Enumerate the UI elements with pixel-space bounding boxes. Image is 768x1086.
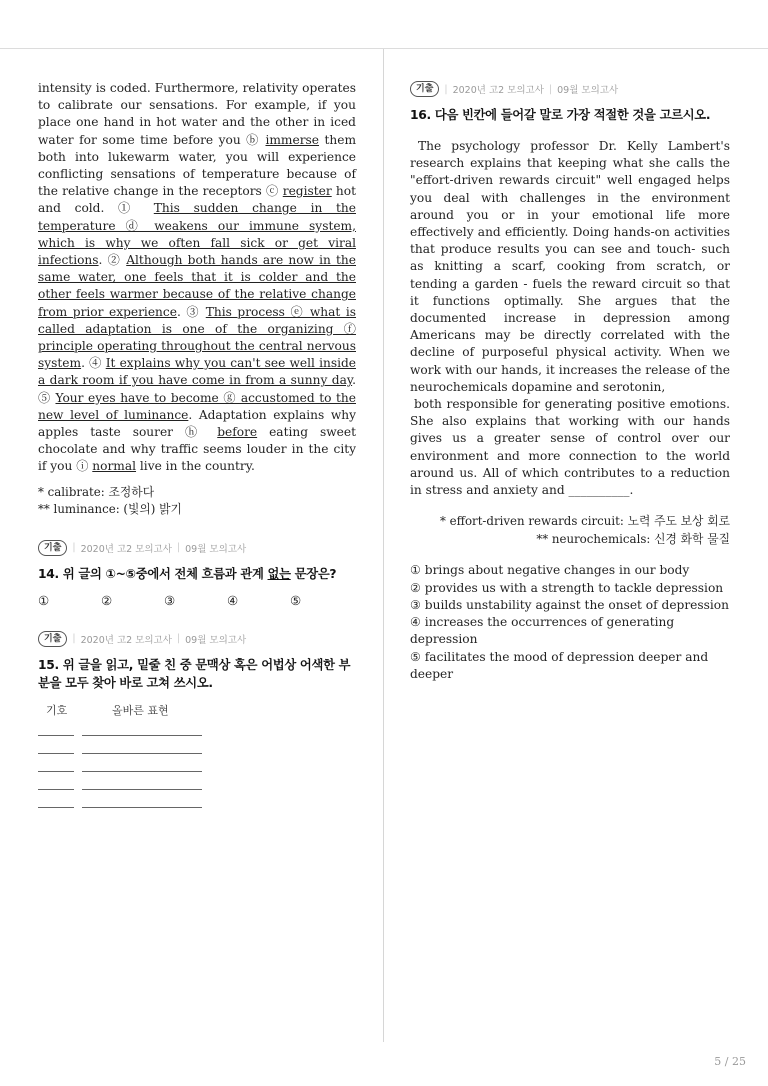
q14-choices	[38, 593, 356, 608]
q14-choice-5[interactable]: ⑤	[290, 592, 302, 608]
q16-option-4[interactable]: ④ increases the occurrences of generating depression	[410, 615, 675, 647]
q14-source: 기출 | 2020년 고2 모의고사 | 09월 모의고사	[38, 539, 356, 557]
q16-badge: 기출	[410, 81, 439, 97]
passage-segment: . ④	[81, 356, 106, 371]
q15-source: 기출 | 2020년 고2 모의고사 | 09월 모의고사	[38, 630, 356, 648]
note-luminance: ** luminance: (빛의) 밝기	[38, 502, 182, 517]
vocab-notes	[38, 484, 356, 519]
q14-title: 14. 위 글의 ①~⑤중에서 전체 흐름과 관계 없는 문장은?	[38, 566, 337, 581]
q14-badge: 기출	[38, 540, 67, 556]
note-calibrate: * calibrate: 조정하다	[38, 484, 155, 499]
q16-year: 2020년 고2 모의고사	[452, 85, 544, 96]
answer-row[interactable]	[38, 794, 356, 808]
underlined-phrase: This sudden change in the temperature ⓓ weakens our immune system, which is why we often fall sick or get viral infections	[38, 201, 356, 268]
underlined-phrase: before	[217, 425, 258, 440]
passage-segment: eating sweet chocolate and why traffic seems louder in the city if you ⓘ	[38, 425, 356, 474]
underlined-phrase: This process ⓔ what is called adaptation is one of the organizing ⓕ principle operating throughout the central nervous system	[38, 304, 357, 371]
q14-choice-1[interactable]: ①	[38, 592, 50, 608]
passage-segment: . ③	[176, 304, 206, 319]
q15-title: 15. 위 글을 읽고, 밑줄 친 중 문맥상 혹은 어법상 어색한 부분을 모두 찾아 바로 고쳐 쓰시오.	[38, 657, 351, 690]
q15-badge: 기출	[38, 631, 67, 647]
underlined-phrase: register	[282, 184, 332, 199]
left-column	[38, 80, 356, 808]
q16-option-5[interactable]: ⑤ facilitates the mood of depression deeper and deeper	[410, 649, 709, 682]
q16-title: 16. 다음 빈칸에 들어갈 말로 가장 적절한 것을 고르시오.	[410, 108, 711, 122]
question-14	[38, 539, 356, 608]
q14-exam: 09월 모의고사	[185, 543, 247, 555]
passage-segment: them both into lukewarm water, you will experience conflicting sensations of temperature because of the relative change in the receptors ⓒ	[38, 132, 357, 199]
passage-segment: intensity is coded. Furthermore, relativity operates to calibrate our sensations. For example, if you place one hand in hot water and the other in iced water for some time before you ⓑ	[38, 81, 356, 147]
q16-option-3[interactable]: ③ builds unstability against the onset of depression	[410, 597, 729, 612]
q16-notes	[410, 513, 730, 548]
passage-text	[38, 80, 356, 476]
q16-paragraph-2: both responsible for generating positive emotions. She also explains that working with our hands gives us a greater sense of control over our environment and more connection to the world around us. All of which contributes to a reduction in stress and anxiety and __________.	[410, 397, 730, 498]
q16-exam: 09월 모의고사	[557, 85, 619, 96]
q16-source: 기출 | 2020년 고2 모의고사 | 09월 모의고사	[410, 80, 730, 98]
q14-choice-2[interactable]: ②	[101, 592, 113, 608]
underlined-phrase: immerse	[265, 132, 319, 147]
right-column	[410, 80, 730, 683]
q15-year: 2020년 고2 모의고사	[80, 634, 172, 646]
passage-segment: . Adaptation explains why apples taste sourer ⓗ	[38, 407, 356, 440]
q15-exam: 09월 모의고사	[185, 634, 247, 646]
note-neurochemicals: ** neurochemicals: 신경 화학 물질	[536, 531, 730, 546]
answer-row[interactable]	[38, 776, 356, 790]
q14-choice-4[interactable]: ④	[227, 592, 239, 608]
q16-options	[410, 562, 730, 683]
underlined-phrase: Your eyes have to become ⓖ accustomed to the new level of luminance	[38, 390, 356, 422]
q15-col-correction: 올바른 표현	[112, 703, 169, 717]
answer-row[interactable]	[38, 740, 356, 754]
answer-row[interactable]	[38, 758, 356, 772]
answer-row[interactable]	[38, 722, 356, 736]
q16-paragraph-1: The psychology professor Dr. Kelly Lambert's research explains that keeping what she calls the "effort-driven rewards circuit" well engaged helps you deal with challenges in the environment around you or in your emotional life more effectively and efficiently. Doing hands-on activities that produce results you can see and touch- such as knitting a scarf, cooking from scratch, or tending a garden - fuels the reward circuit so that it functions optimally. She argues that the documented increase in depression among Americans may be directly correlated with the decline of purposeful physical activity. When we work with our hands, it increases the release of the neurochemicals dopamine and serotonin,	[410, 139, 730, 394]
q16-option-2[interactable]: ② provides us with a strength to tackle depression	[410, 580, 724, 595]
q15-answer-table	[38, 702, 356, 808]
note-effort-driven: * effort-driven rewards circuit: 노력 주도 보상 회로	[439, 514, 730, 529]
page-number: 5 / 25	[714, 1055, 746, 1068]
underlined-phrase: Although both hands are now in the same water, one feels that it is colder and the other feels warmer because of the relative change from prior experience	[38, 253, 356, 319]
q14-choice-3[interactable]: ③	[164, 592, 176, 608]
passage-segment: hot and cold. ①	[38, 184, 356, 216]
column-divider	[383, 49, 384, 1042]
underlined-phrase: normal	[92, 459, 137, 474]
passage-segment: . ②	[98, 253, 127, 268]
question-15	[38, 630, 356, 808]
q14-year: 2020년 고2 모의고사	[80, 543, 172, 555]
passage-segment: live in the country.	[136, 459, 255, 474]
passage-segment: . ⑤	[38, 373, 356, 405]
header-rule	[0, 48, 768, 49]
q16-passage	[410, 138, 730, 499]
underlined-phrase: It explains why you can't see well inside a dark room if you have come in from a sunny day	[38, 356, 356, 388]
q16-option-1[interactable]: ① brings about negative changes in our body	[410, 563, 690, 578]
q15-col-symbol: 기호	[46, 703, 68, 717]
